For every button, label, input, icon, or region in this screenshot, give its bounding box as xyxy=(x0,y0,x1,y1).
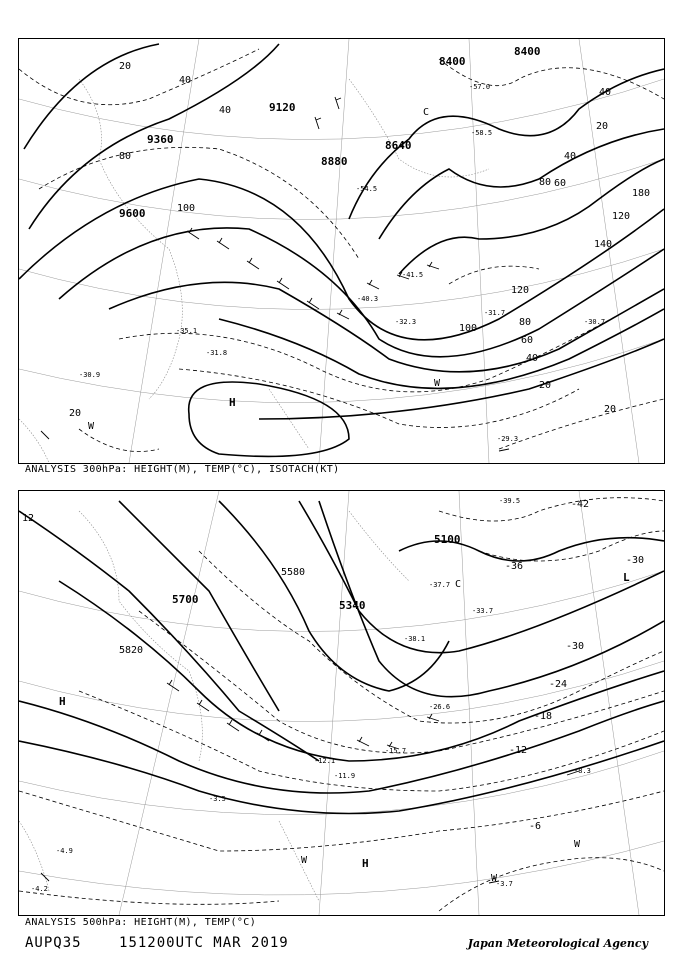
station-temp-m: -4.2 xyxy=(31,885,48,893)
low-center-l: L xyxy=(623,571,630,584)
caption-500hpa: ANALYSIS 500hPa: HEIGHT(M), TEMP(°C) xyxy=(25,917,257,928)
height-label-8640: 8640 xyxy=(385,139,412,152)
high-center-h: H xyxy=(229,396,236,409)
isotach-label-100-b: 100 xyxy=(459,323,478,334)
height-label-9600: 9600 xyxy=(119,207,146,220)
high-center-h: H xyxy=(59,695,66,708)
temp-label-g: -31.7 xyxy=(484,309,506,317)
temp-label-a: -57.0 xyxy=(469,83,491,91)
cold-center-c: C xyxy=(455,579,462,590)
height-label-5820: 5820 xyxy=(119,645,144,656)
graticule xyxy=(19,39,664,463)
temp-line-label-12: 12 xyxy=(22,513,35,524)
station-temp-f: -15.7 xyxy=(385,747,407,755)
cold-center-c: C xyxy=(423,107,430,118)
station-temp-e: -26.6 xyxy=(429,703,451,711)
isotach-label-100: 100 xyxy=(177,203,196,214)
temp-label-c: -54.5 xyxy=(356,185,378,193)
temp-label-b: -58.5 xyxy=(471,129,493,137)
coastlines xyxy=(19,511,409,901)
temp-line-label-minus6: -6 xyxy=(529,821,542,832)
station-temp-j: -4.9 xyxy=(56,847,73,855)
isotach-label-20-c: 20 xyxy=(539,380,552,391)
isotach-label-40-b: 40 xyxy=(219,105,232,116)
station-temp-c: -38.1 xyxy=(404,635,426,643)
height-label-8880: 8880 xyxy=(321,155,348,168)
temp-line-label-minus42: -42 xyxy=(571,499,590,510)
isotach-label-80: 80 xyxy=(119,151,132,162)
height-contours xyxy=(19,44,664,456)
isotach-label-40-d: 40 xyxy=(564,151,577,162)
station-temp-a: -39.5 xyxy=(499,497,521,505)
height-label-8400-b: 8400 xyxy=(514,45,541,58)
isotach-label-20: 20 xyxy=(119,61,132,72)
temp-label-h: -30.7 xyxy=(584,318,606,326)
isotach-label-20-d: 20 xyxy=(604,404,617,415)
temperature-lines xyxy=(19,498,664,911)
height-label-8400: 8400 xyxy=(439,55,466,68)
isotach-label-20-b: 20 xyxy=(596,121,609,132)
isotach-label-40-e: 40 xyxy=(526,353,539,364)
high-center-h-b: H xyxy=(362,857,369,870)
temp-line-label-minus12: -12 xyxy=(509,745,528,756)
temp-label-f: -32.3 xyxy=(395,318,417,326)
temp-label-i: -31.8 xyxy=(206,349,228,357)
temp-line-label-minus24: -24 xyxy=(549,679,568,690)
isotach-label-120-b: 120 xyxy=(511,285,530,296)
warm-center-w-b: W xyxy=(88,421,95,432)
wind-barbs xyxy=(41,680,579,883)
station-temp-h: -11.9 xyxy=(334,772,356,780)
isotach-label-60-b: 60 xyxy=(521,335,534,346)
temp-label-j: -29.3 xyxy=(497,435,519,443)
temp-line-label-minus18: -18 xyxy=(534,711,553,722)
chart-500hpa xyxy=(18,490,665,916)
isotach-label-120: 120 xyxy=(612,211,631,222)
wind-barbs xyxy=(41,97,509,451)
caption-300hpa: ANALYSIS 300hPa: HEIGHT(M), TEMP(°C), ISOTACH(KT) xyxy=(25,464,340,475)
station-temp-l: -3.7 xyxy=(496,880,513,888)
warm-center-w-c: W xyxy=(491,873,498,884)
height-contours xyxy=(19,501,664,814)
isotach-label-40-c: 40 xyxy=(599,87,612,98)
temp-label-l: -30.9 xyxy=(79,371,101,379)
station-temp-i: -8.3 xyxy=(574,767,591,775)
temp-label-d: -41.5 xyxy=(402,271,424,279)
temp-label-k: -35.1 xyxy=(176,327,198,335)
station-temp-g: -12.1 xyxy=(314,757,336,765)
warm-center-w: W xyxy=(434,378,441,389)
station-temp-b: -37.7 xyxy=(429,581,451,589)
chart-identifier xyxy=(25,935,317,951)
station-temp-d: -33.7 xyxy=(472,607,494,615)
height-label-5340: 5340 xyxy=(339,599,366,612)
isotach-label-60: 60 xyxy=(554,178,567,189)
isotach-label-20-e: 20 xyxy=(69,408,82,419)
height-label-9120: 9120 xyxy=(269,101,296,114)
temp-line-label-minus36: -36 xyxy=(505,561,524,572)
isotach-label-180: 180 xyxy=(632,188,651,199)
chart-code: AUPQ35 xyxy=(25,935,82,951)
chart-300hpa-map xyxy=(19,39,664,463)
height-label-5580: 5580 xyxy=(281,567,306,578)
temp-line-label-minus30: -30 xyxy=(626,555,645,566)
isotach-label-140: 140 xyxy=(594,239,613,250)
temp-line-label-minus30-b: -30 xyxy=(566,641,585,652)
height-label-5700: 5700 xyxy=(172,593,199,606)
height-label-5100: 5100 xyxy=(434,533,461,546)
warm-center-w: W xyxy=(301,855,308,866)
chart-300hpa xyxy=(18,38,665,464)
warm-center-w-b: W xyxy=(574,839,581,850)
chart-datetime: 151200UTC MAR 2019 xyxy=(119,935,289,951)
isotach-label-80-c: 80 xyxy=(519,317,532,328)
agency-name: Japan Meteorological Agency xyxy=(467,937,648,950)
height-label-9360: 9360 xyxy=(147,133,174,146)
isotach-label-80-b: 80 xyxy=(539,177,552,188)
chart-500hpa-map xyxy=(19,491,664,915)
isotach-lines xyxy=(19,49,664,452)
temp-label-e: -40.3 xyxy=(357,295,379,303)
station-temp-k: -3.5 xyxy=(209,795,226,803)
isotach-label-40: 40 xyxy=(179,75,192,86)
